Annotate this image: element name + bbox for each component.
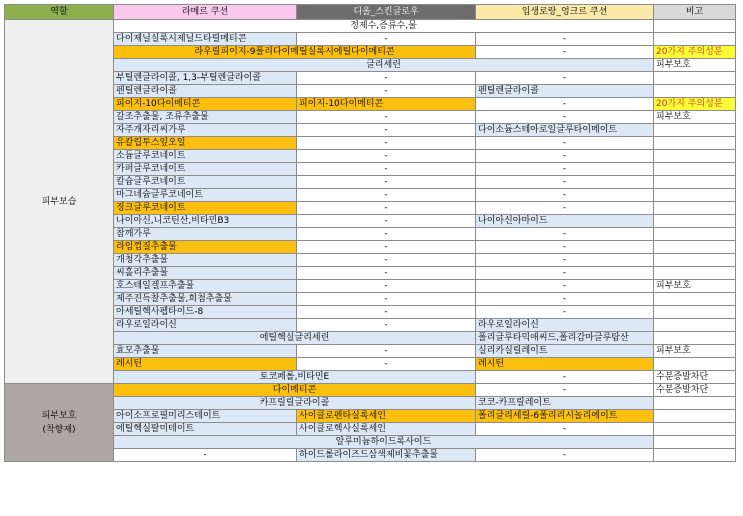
role-protect[interactable]	[5, 384, 114, 462]
dior-cell[interactable]: -	[297, 254, 476, 267]
note-cell[interactable]: 피부보호	[654, 345, 736, 358]
shared-cell[interactable]: 라우릴피이지-9폴리다이메틸실록시에틸다이메티콘	[114, 46, 476, 59]
ysl-cell[interactable]: -	[476, 254, 654, 267]
lamer-cell[interactable]: 효모추출물	[114, 345, 297, 358]
table-row	[5, 228, 736, 241]
header-role[interactable]: 역할	[5, 5, 114, 20]
dior-cell[interactable]: -	[297, 293, 476, 306]
table-row	[5, 72, 736, 85]
table-row	[5, 293, 736, 306]
note-cell[interactable]	[654, 358, 736, 371]
table-row	[5, 254, 736, 267]
dior-cell[interactable]: -	[297, 345, 476, 358]
lamer-cell[interactable]: 펜틸렌글라이콜	[114, 85, 297, 98]
dior-cell[interactable]: -	[297, 163, 476, 176]
ysl-cell[interactable]: -	[476, 293, 654, 306]
dior-cell[interactable]: -	[297, 280, 476, 293]
ysl-cell[interactable]: 라우로일라이신	[476, 319, 654, 332]
lamer-cell[interactable]: 아세틸헥사펩타이드-8	[114, 306, 297, 319]
ysl-cell[interactable]: -	[476, 137, 654, 150]
table-row	[5, 280, 736, 293]
header-row	[5, 5, 736, 20]
shared-cell[interactable]: 다이메티콘	[114, 384, 476, 397]
table-row	[5, 85, 736, 98]
lamer-cell[interactable]: -	[114, 449, 297, 462]
ysl-cell[interactable]: -	[476, 202, 654, 215]
ysl-cell[interactable]: -	[476, 384, 654, 397]
lamer-cell[interactable]: 라우로일라이신	[114, 319, 297, 332]
dior-cell[interactable]: 하이드롤라이즈드삼색제비꽃추출물	[297, 449, 476, 462]
table-row	[5, 332, 736, 345]
role-protect-line1: 피부보호	[41, 410, 77, 421]
lamer-cell[interactable]: 피이지-10다이메티콘	[114, 98, 297, 111]
ysl-cell[interactable]: -	[476, 228, 654, 241]
dior-cell[interactable]: -	[297, 306, 476, 319]
note-cell[interactable]: 20가지 주의성분	[654, 98, 736, 111]
table-row	[5, 397, 736, 410]
dior-cell[interactable]: -	[297, 228, 476, 241]
table-row	[5, 46, 736, 59]
note-cell[interactable]: 수분증발차단	[654, 371, 736, 384]
note-cell[interactable]	[654, 72, 736, 85]
ysl-cell[interactable]: 나이아신아마이드	[476, 215, 654, 228]
note-cell[interactable]	[654, 241, 736, 254]
ysl-cell[interactable]: -	[476, 449, 654, 462]
ingredient-table	[4, 4, 736, 462]
table-row	[5, 150, 736, 163]
ysl-cell[interactable]: -	[476, 176, 654, 189]
header-note[interactable]: 비고	[654, 5, 736, 20]
note-cell[interactable]	[654, 137, 736, 150]
note-cell[interactable]	[654, 449, 736, 462]
table-row	[5, 33, 736, 46]
note-cell[interactable]	[654, 332, 736, 345]
role-protect-line2: (착향제)	[42, 424, 76, 435]
ysl-cell[interactable]: 다이소듐스테아로일글루타이메이트	[476, 124, 654, 137]
dior-cell[interactable]: -	[297, 202, 476, 215]
note-cell[interactable]	[654, 189, 736, 202]
note-cell[interactable]	[654, 202, 736, 215]
table-row	[5, 371, 736, 384]
note-cell[interactable]	[654, 254, 736, 267]
shared-cell[interactable]: 정제수,증류수,물	[114, 20, 654, 33]
table-row	[5, 98, 736, 111]
shared-cell[interactable]: 토코페롤,비타민E	[114, 371, 476, 384]
table-row	[5, 124, 736, 137]
shared-cell[interactable]: 글리세린	[114, 59, 654, 72]
ysl-cell[interactable]: -	[476, 241, 654, 254]
note-cell[interactable]	[654, 33, 736, 46]
header-ysl[interactable]: 입생로랑_엉크르 쿠션	[476, 5, 654, 20]
table-row	[5, 189, 736, 202]
ysl-cell[interactable]: -	[476, 306, 654, 319]
ysl-cell[interactable]: -	[476, 163, 654, 176]
table-row	[5, 423, 736, 436]
lamer-cell[interactable]: 라임껍질추출물	[114, 241, 297, 254]
lamer-cell[interactable]: 카퍼글루코네이트	[114, 163, 297, 176]
table-row	[5, 20, 736, 33]
table-row	[5, 306, 736, 319]
header-dior[interactable]: 디올_스킨글로우	[297, 5, 476, 20]
dior-cell[interactable]: 피이지-10다이메티콘	[297, 98, 476, 111]
dior-cell[interactable]: -	[297, 358, 476, 371]
table-row	[5, 241, 736, 254]
dior-cell[interactable]: 사이클로펜타실록세인	[297, 410, 476, 423]
table-row	[5, 111, 736, 124]
ysl-cell[interactable]: -	[476, 46, 654, 59]
lamer-cell[interactable]: 징크글루코네이트	[114, 202, 297, 215]
ysl-cell[interactable]: -	[476, 267, 654, 280]
dior-cell[interactable]: -	[297, 150, 476, 163]
ysl-cell[interactable]: -	[476, 423, 654, 436]
ysl-cell[interactable]: -	[476, 189, 654, 202]
note-cell[interactable]	[654, 215, 736, 228]
table-row	[5, 163, 736, 176]
ysl-cell[interactable]: -	[476, 280, 654, 293]
note-cell[interactable]	[654, 319, 736, 332]
lamer-cell[interactable]: 나이아신,니코틴산,비타민B3	[114, 215, 297, 228]
ysl-cell[interactable]: -	[476, 371, 654, 384]
ysl-cell[interactable]: -	[476, 33, 654, 46]
lamer-cell[interactable]: 레시틴	[114, 358, 297, 371]
ysl-cell[interactable]: 펜틸렌글라이콜	[476, 85, 654, 98]
ysl-cell[interactable]: 폴리글루타믹애씨드,폴리감마글루탐산	[476, 332, 654, 345]
lamer-cell[interactable]: 다이제닐실록시제닐드타릴메티콘	[114, 33, 297, 46]
lamer-cell[interactable]: 개청각추출물	[114, 254, 297, 267]
table-row	[5, 137, 736, 150]
table-row	[5, 449, 736, 462]
note-cell[interactable]	[654, 267, 736, 280]
lamer-cell[interactable]: 참깨가루	[114, 228, 297, 241]
lamer-cell[interactable]: 유칼립투스잎오일	[114, 137, 297, 150]
table-row	[5, 59, 736, 72]
dior-cell[interactable]: -	[297, 215, 476, 228]
lamer-cell[interactable]: 에틸헥실팔미테이트	[114, 423, 297, 436]
dior-cell[interactable]: -	[297, 189, 476, 202]
table-row	[5, 436, 736, 449]
note-cell[interactable]: 수분증발차단	[654, 384, 736, 397]
note-cell[interactable]: 피부보호	[654, 59, 736, 72]
ysl-cell[interactable]: 레시틴	[476, 358, 654, 371]
header-lamer[interactable]: 라메르 쿠션	[114, 5, 297, 20]
lamer-cell[interactable]: 제주진득찰추출물,희첨추출물	[114, 293, 297, 306]
note-cell[interactable]: 피부보호	[654, 280, 736, 293]
lamer-cell[interactable]: 부틸렌글라이콜, 1,3-부틸렌글라이콜	[114, 72, 297, 85]
note-cell[interactable]	[654, 436, 736, 449]
ysl-cell[interactable]: 실리카실릴레이트	[476, 345, 654, 358]
dior-cell[interactable]: 사이클로헥사실록세인	[297, 423, 476, 436]
shared-cell[interactable]: 에틸헥실글리세린	[114, 332, 476, 345]
dior-cell[interactable]: -	[297, 176, 476, 189]
ysl-cell[interactable]: -	[476, 111, 654, 124]
note-cell[interactable]	[654, 150, 736, 163]
table-row	[5, 410, 736, 423]
ysl-cell[interactable]: 폴리글리세릴-6폴리리시놀리에이트	[476, 410, 654, 423]
dior-cell[interactable]: -	[297, 137, 476, 150]
lamer-cell[interactable]: 갈조추출물, 조류추출물	[114, 111, 297, 124]
shared-cell[interactable]: 카프릴릴글라이콜	[114, 397, 476, 410]
dior-cell[interactable]: -	[297, 111, 476, 124]
dior-cell[interactable]: -	[297, 241, 476, 254]
note-cell[interactable]	[654, 306, 736, 319]
lamer-cell[interactable]: 아이소프로필미리스테이트	[114, 410, 297, 423]
dior-cell[interactable]: -	[297, 33, 476, 46]
lamer-cell[interactable]: 씨홀리추출물	[114, 267, 297, 280]
role-moisture[interactable]: 피부보습	[5, 20, 114, 384]
dior-cell[interactable]: -	[297, 124, 476, 137]
ysl-cell[interactable]: -	[476, 150, 654, 163]
dior-cell[interactable]: -	[297, 267, 476, 280]
ysl-cell[interactable]: 코코-카프릴레이트	[476, 397, 654, 410]
table-row	[5, 319, 736, 332]
table-row	[5, 267, 736, 280]
table-row	[5, 358, 736, 371]
dior-cell[interactable]: -	[297, 72, 476, 85]
lamer-cell[interactable]: 소듐글루코네이트	[114, 150, 297, 163]
note-cell[interactable]	[654, 410, 736, 423]
table-row	[5, 202, 736, 215]
note-cell[interactable]	[654, 423, 736, 436]
table-row	[5, 215, 736, 228]
dior-cell[interactable]: -	[297, 85, 476, 98]
lamer-cell[interactable]: 마그네슘글루코네이트	[114, 189, 297, 202]
lamer-cell[interactable]: 자주개자리씨가루	[114, 124, 297, 137]
note-cell[interactable]	[654, 228, 736, 241]
dior-cell[interactable]: -	[297, 319, 476, 332]
note-cell[interactable]	[654, 85, 736, 98]
shared-cell[interactable]: 알루미늄하이드록사이드	[114, 436, 654, 449]
note-cell[interactable]	[654, 163, 736, 176]
table-row	[5, 176, 736, 189]
ingredient-comparison-sheet	[4, 4, 736, 462]
table-row	[5, 345, 736, 358]
note-cell[interactable]: 20가지 주의성분	[654, 46, 736, 59]
ysl-cell[interactable]: -	[476, 98, 654, 111]
lamer-cell[interactable]: 칼슘글루코네이트	[114, 176, 297, 189]
note-cell[interactable]	[654, 293, 736, 306]
note-cell[interactable]	[654, 20, 736, 33]
note-cell[interactable]: 피부보호	[654, 111, 736, 124]
table-row	[5, 384, 736, 397]
note-cell[interactable]	[654, 176, 736, 189]
note-cell[interactable]	[654, 124, 736, 137]
lamer-cell[interactable]: 호스테일겔프추출물	[114, 280, 297, 293]
note-cell[interactable]	[654, 397, 736, 410]
ysl-cell[interactable]: -	[476, 72, 654, 85]
